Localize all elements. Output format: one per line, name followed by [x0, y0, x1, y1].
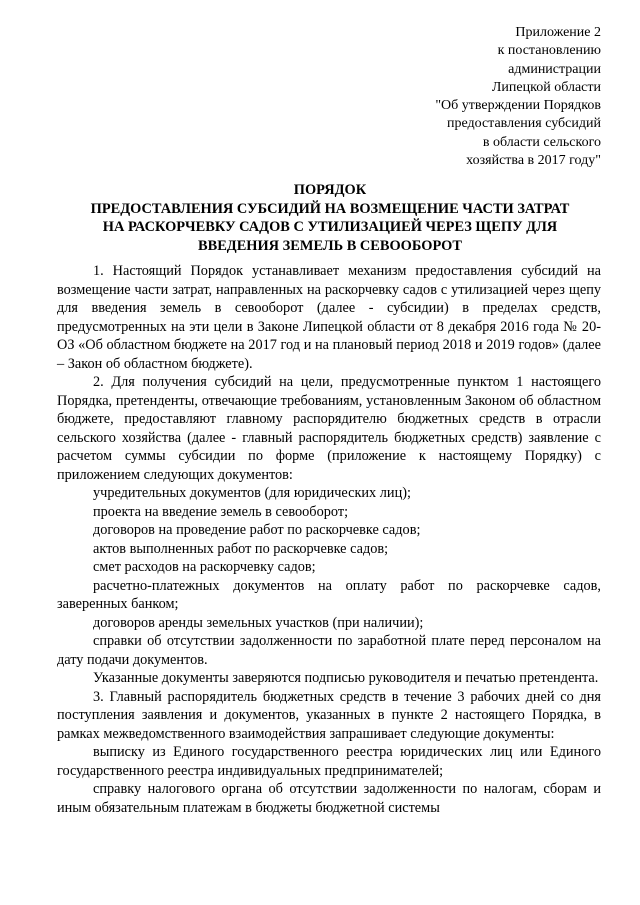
- appendix-line: в области сельского: [482, 134, 601, 150]
- appendix-line: к постановлению: [497, 43, 601, 59]
- paragraph-1: 1. Настоящий Порядок устанавливает механизм предоставления субсидий на возмещение части затрат, направленных на раскорчевку садов с утилизацией через щепу для введения земель в севооборот (далее - субсидии) в пределах средств, предусмотренных на эти цели в Законе Липецкой области от 8 декабря 2016 года № 20-ОЗ «Об областном бюджете на 2017 год и на плановый период 2018 и 2019 годов» (далее – Закон об областном бюджете).: [57, 263, 601, 372]
- appendix-line: администрации: [508, 61, 601, 77]
- document-body: [57, 262, 601, 817]
- appendix-line: Липецкой области: [491, 79, 601, 95]
- list-item: расчетно-платежных документов на оплату работ по раскорчевке садов, заверенных банком;: [57, 577, 601, 612]
- appendix-line: "Об утверждении Порядков: [435, 98, 601, 114]
- list-item: договоров на проведение работ по раскорчевке садов;: [93, 522, 421, 538]
- title-line: НА РАСКОРЧЕВКУ САДОВ С УТИЛИЗАЦИЕЙ ЧЕРЕЗ ЩЕПУ ДЛЯ: [102, 219, 558, 236]
- list-item: справки об отсутствии задолженности по заработной плате перед персоналом на дату подачи документов.: [57, 633, 601, 668]
- list-item: справку налогового органа об отсутствии задолженности по налогам, сборам и иным обязательным платежам в бюджеты бюджетной системы: [57, 781, 601, 816]
- list-item: выписку из Единого государственного реестра юридических лиц или Единого государственного реестра индивидуальных предпринимателей;: [57, 744, 601, 779]
- document-title: [40, 181, 620, 255]
- appendix-line: предоставления субсидий: [446, 116, 601, 132]
- title-line: ПРЕДОСТАВЛЕНИЯ СУБСИДИЙ НА ВОЗМЕЩЕНИЕ ЧАСТИ ЗАТРАТ: [90, 200, 570, 217]
- list-item: актов выполненных работ по раскорчевке садов;: [93, 540, 389, 557]
- list-item: проекта на введение земель в севооборот;: [93, 503, 349, 520]
- list-item: смет расходов на раскорчевку садов;: [93, 559, 316, 575]
- appendix-line: хозяйства в 2017 году": [466, 153, 601, 169]
- title-line: ВВЕДЕНИЯ ЗЕМЕЛЬ В СЕВООБОРОТ: [198, 237, 462, 254]
- paragraph-3: 3. Главный распорядитель бюджетных средств в течение 3 рабочих дней со дня поступления заявления и документов, указанных в пункте 2 настоящего Порядка, в рамках межведомственного взаимодействия запрашивает следующие документы:: [57, 688, 601, 742]
- paragraph-certification: Указанные документы заверяются подписью руководителя и печатью претендента.: [93, 670, 599, 686]
- appendix-line: Приложение 2: [515, 25, 601, 40]
- list-item: договоров аренды земельных участков (при наличии);: [93, 614, 424, 631]
- appendix-header: [321, 24, 601, 170]
- paragraph-2: 2. Для получения субсидий на цели, предусмотренные пунктом 1 настоящего Порядка, претенденты, отвечающие требованиям, установленным Законом об областном бюджете, предоставляют главному распорядителю бюджетных средств в отрасли сельского хозяйства (далее - главный распорядитель бюджетных средств) заявление с расчетом суммы субсидии по форме (приложение к настоящему Порядку) с приложением следующих документов:: [57, 374, 601, 483]
- title-line: ПОРЯДОК: [293, 182, 367, 198]
- list-item: учредительных документов (для юридических лиц);: [93, 485, 411, 501]
